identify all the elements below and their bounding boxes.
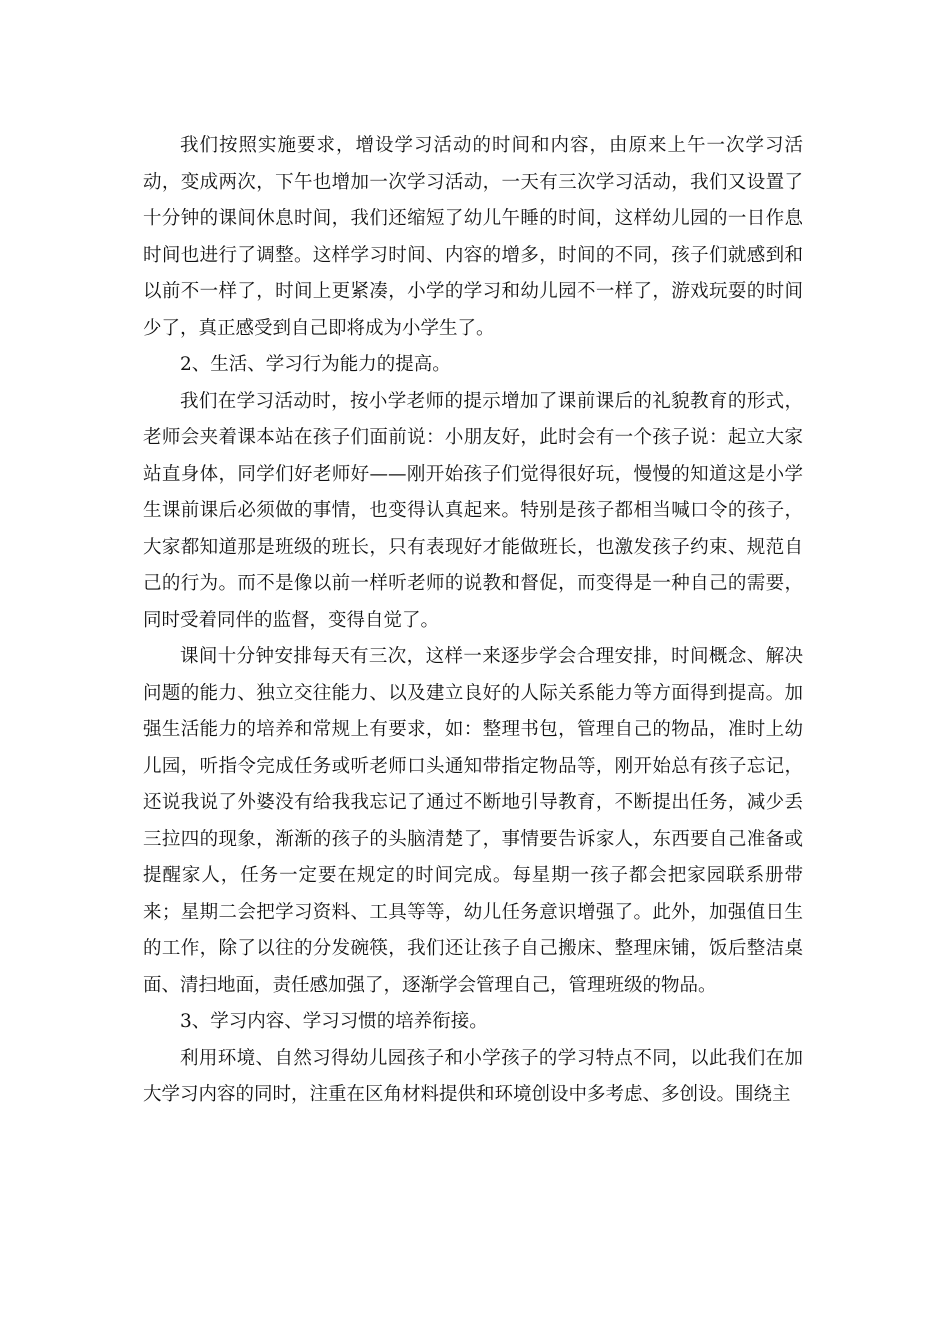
- paragraph-learning-environment: 利用环境、自然习得幼儿园孩子和小学孩子的学习特点不同，以此我们在加大学习内容的同时，注重在区角材料提供和环境创设中多考虑、多创设。围绕主: [143, 1047, 803, 1105]
- section-heading-3: 3、学习内容、学习习惯的培养衔接。: [180, 1011, 488, 1032]
- paragraph-etiquette-education: 我们在学习活动时，按小学老师的提示增加了课前课后的礼貌教育的形式，老师会夹着课本站在孩子们面前说：小朋友好，此时会有一个孩子说：起立大家站直身体，同学们好老师好——刚开始孩子们觉得很好玩，慢慢的知道这是小学生课前课后必须做的事情，也变得认真起来。特别是孩子都相当喊口令的孩子，大家都知道那是班级的班长，只有表现好才能做班长，也激发孩子约束、规范自己的行为。而不是像以前一样听老师的说教和督促，而变得是一种自己的需要，同时受着同伴的监督，变得自觉了。: [143, 390, 803, 631]
- paragraph-schedule-adjustment: 我们按照实施要求，增设学习活动的时间和内容，由原来上午一次学习活动，变成两次，下午也增加一次学习活动，一天有三次学习活动，我们又设置了十分钟的课间休息时间，我们还缩短了幼儿午睡的时间，这样幼儿园的一日作息时间也进行了调整。这样学习时间、内容的增多，时间的不同，孩子们就感到和以前不一样了，时间上更紧凑，小学的学习和幼儿园不一样了，游戏玩耍的时间少了，真正感受到自己即将成为小学生了。: [143, 135, 803, 339]
- paragraph-life-skills: 课间十分钟安排每天有三次，这样一来逐步学会合理安排，时间概念、解决问题的能力、独立交往能力、以及建立良好的人际关系能力等方面得到提高。加强生活能力的培养和常规上有要求，如：整理书包，管理自己的物品，准时上幼儿园，听指令完成任务或听老师口头通知带指定物品等，刚开始总有孩子忘记，还说我说了外婆没有给我我忘记了通过不断地引导教育，不断提出任务，减少丢三拉四的现象，渐渐的孩子的头脑清楚了，事情要告诉家人，东西要自己准备或提醒家人，任务一定要在规定的时间完成。每星期一孩子都会把家园联系册带来；星期二会把学习资料、工具等等，幼儿任务意识增强了。此外，加强值日生的工作，除了以往的分发碗筷，我们还让孩子自己搬床、整理床铺，饭后整洁桌面、清扫地面，责任感加强了，逐渐学会管理自己，管理班级的物品。: [143, 646, 803, 996]
- section-heading-2: 2、生活、学习行为能力的提高。: [180, 354, 451, 375]
- document-page: [143, 128, 803, 1114]
